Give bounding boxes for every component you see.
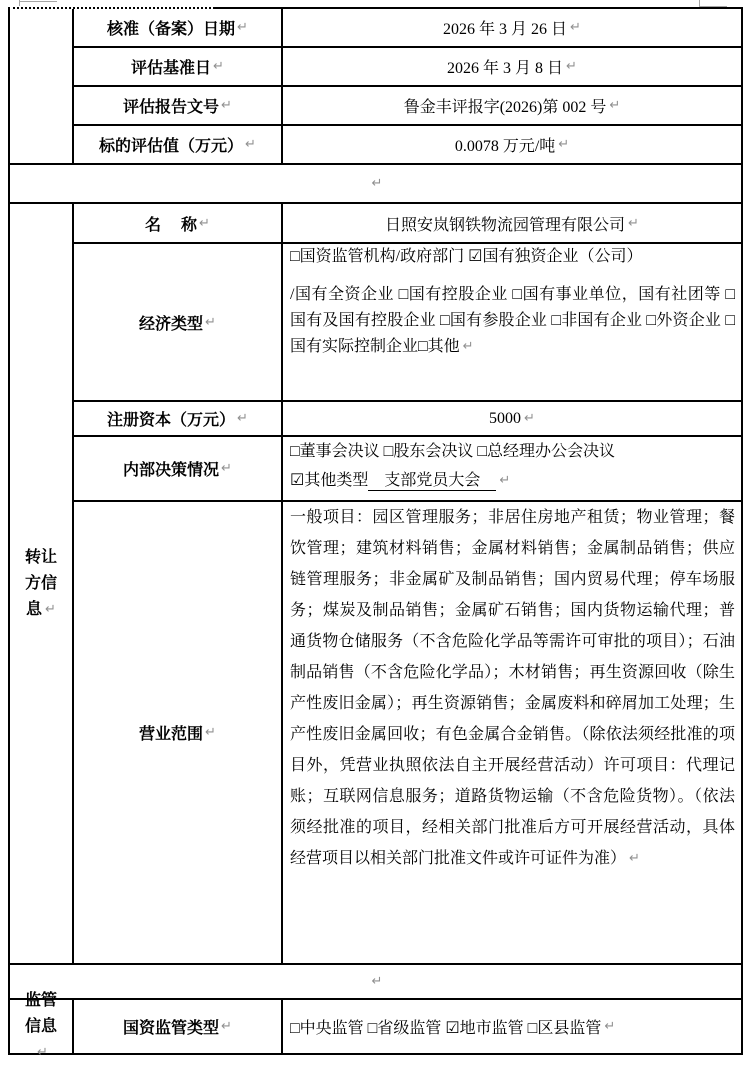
label-text: 经济类型 (139, 315, 204, 333)
decision-other-underlined-value: 支部党员大会 (368, 472, 497, 489)
economy-options-text: /国有全资企业 □国有控股企业 □国有事业单位，国有社团等 □国有及国有控股企业 □国有参股企业 □非国有企业 □外资企业 □国有实际控制企业□其他 (290, 286, 735, 355)
supervision-type-label (74, 1000, 283, 1053)
approval-date-value (283, 9, 741, 46)
label-text: 评估报告文号 (123, 99, 220, 116)
table-row-supervision-type (74, 1000, 741, 1053)
approval-date-label (74, 9, 283, 46)
appraised-value-label (74, 126, 283, 163)
label-text: 内部决策情况 (123, 462, 220, 479)
transferor-rows (74, 204, 741, 963)
cell-return-mark: ↵ (237, 411, 248, 426)
registered-capital-value (283, 402, 741, 435)
table-row-appraised-value (74, 124, 741, 163)
transferor-section-label-cell (10, 204, 74, 963)
economy-type-value (283, 244, 741, 400)
table-row-business-scope (74, 500, 741, 963)
appraisal-left-spacer-cell (10, 9, 74, 163)
cell-return-mark: ↵ (558, 137, 570, 152)
table-row-report-number (74, 85, 741, 124)
decision-options-line1: □董事会决议 □股东会决议 □总经理办公会决议 (290, 443, 615, 460)
table-row-appraisal-base-date (74, 46, 741, 85)
economy-type-options-line1: □国资监管机构/政府部门 ☑国有独资企业（公司） (290, 248, 643, 265)
section-label-text: 转让方信息 (24, 548, 57, 618)
internal-decision-label (74, 437, 283, 500)
cell-return-mark: ↵ (199, 215, 210, 231)
economy-type-options-line2 (290, 282, 735, 360)
value-text: 日照安岚钢铁物流园管理有限公司 (385, 216, 626, 234)
cell-return-mark: ↵ (462, 339, 474, 354)
label-text: 评估基准日 (131, 60, 212, 77)
cell-return-mark: ↵ (237, 20, 248, 35)
appraisal-base-date-label (74, 48, 283, 85)
value-text: 2026 年 3 月 26 日 (443, 21, 568, 38)
business-scope-label (74, 502, 283, 963)
supervision-section-label (22, 988, 60, 1066)
paragraph-return-mark: ↵ (371, 974, 383, 989)
cell-return-mark: ↵ (37, 1044, 48, 1060)
cell-return-mark: ↵ (570, 20, 581, 35)
transferor-section-label (22, 545, 60, 623)
label-text: 标的评估值（万元） (99, 138, 244, 155)
company-name-label (74, 204, 283, 242)
cell-return-mark: ↵ (499, 473, 511, 488)
paragraph-return-mark: ↵ (371, 176, 383, 191)
disclosure-table (8, 9, 743, 1060)
supervision-section-label-cell (10, 991, 74, 1060)
supervision-rows (74, 1000, 741, 1053)
value-text: 5000 (489, 409, 522, 427)
cell-return-mark: ↵ (566, 59, 577, 74)
appraisal-base-date-value (283, 48, 741, 85)
economy-type-label (74, 244, 283, 400)
cell-return-mark: ↵ (629, 851, 640, 866)
supervision-options-text: □中央监管 □省级监管 ☑地市监管 □区县监管 (290, 1020, 602, 1037)
cell-return-mark: ↵ (245, 137, 256, 152)
value-text: 0.0078 万元/吨 (454, 138, 556, 155)
report-number-label (74, 87, 283, 124)
business-scope-text: 一般项目：园区管理服务；非居住房地产租赁；物业管理；餐饮管理；建筑材料销售；金属材料销售；金属制品销售；供应链管理服务；非金属矿及制品销售；国内贸易代理；停车场服务；煤炭及制品销售；金属矿石销售；国内货物运输代理；普通货物仓储服务（不含危险化学品等需许可审批的项目）；石油制品销售（不含危险化学品）；木材销售；再生资源回收（除生产性废旧金属）；再生资源销售；金属废料和碎屑加工处理；生产性废旧金属回收；有色金属合金销售。（除依法须经批准的项目外，凭营业执照依法自主开展经营活动）许可项目：代理记账；互联网信息服务；道路货物运输（不含危险货物）。（依法须经批准的项目，经相关部门批准后方可开展经营活动，具体经营项目以相关部门批准文件或许可证件为准） (290, 509, 735, 867)
cell-return-mark: ↵ (221, 98, 232, 113)
registered-capital-label (74, 402, 283, 435)
cell-return-mark: ↵ (604, 1019, 616, 1034)
label-text: 核准（备案）日期 (107, 21, 236, 38)
empty-row (10, 963, 741, 998)
cell-return-mark: ↵ (205, 725, 216, 740)
report-number-value (283, 87, 741, 124)
appraised-value-value (283, 126, 741, 163)
appraisal-section (10, 9, 741, 163)
cell-return-mark: ↵ (628, 215, 639, 231)
label-text: 营业范围 (139, 726, 204, 743)
section-label-text: 监管信息 (24, 991, 57, 1035)
business-scope-value (283, 502, 741, 963)
cell-return-mark: ↵ (609, 98, 621, 113)
company-name-value (283, 204, 741, 242)
page-corner-mark-top-left-horizontal (19, 1, 57, 2)
value-text: 鲁金丰评报字(2026)第 002 号 (403, 99, 607, 116)
supervision-section (10, 991, 741, 1060)
label-text: 国资监管类型 (123, 1020, 220, 1037)
label-text: 注册资本（万元） (107, 412, 236, 429)
cell-return-mark: ↵ (205, 314, 216, 330)
cell-return-mark: ↵ (213, 59, 224, 74)
decision-other-checkbox-label: ☑其他类型 (290, 472, 369, 489)
transferor-section (10, 202, 741, 963)
empty-row (10, 163, 741, 202)
internal-decision-value (283, 437, 741, 500)
table-row-approval-date (74, 9, 741, 46)
table-row-registered-capital (74, 400, 741, 435)
cell-return-mark: ↵ (524, 411, 535, 426)
cell-return-mark: ↵ (221, 461, 232, 476)
cell-return-mark: ↵ (45, 601, 56, 617)
label-text: 名 称 (145, 216, 198, 234)
table-row-internal-decision (74, 435, 741, 500)
value-text: 2026 年 3 月 8 日 (447, 60, 564, 77)
table-row-company-name (74, 204, 741, 242)
cell-return-mark: ↵ (221, 1019, 232, 1034)
table-row-economy-type (74, 242, 741, 400)
appraisal-rows (74, 9, 741, 163)
supervision-type-value (283, 1000, 741, 1053)
